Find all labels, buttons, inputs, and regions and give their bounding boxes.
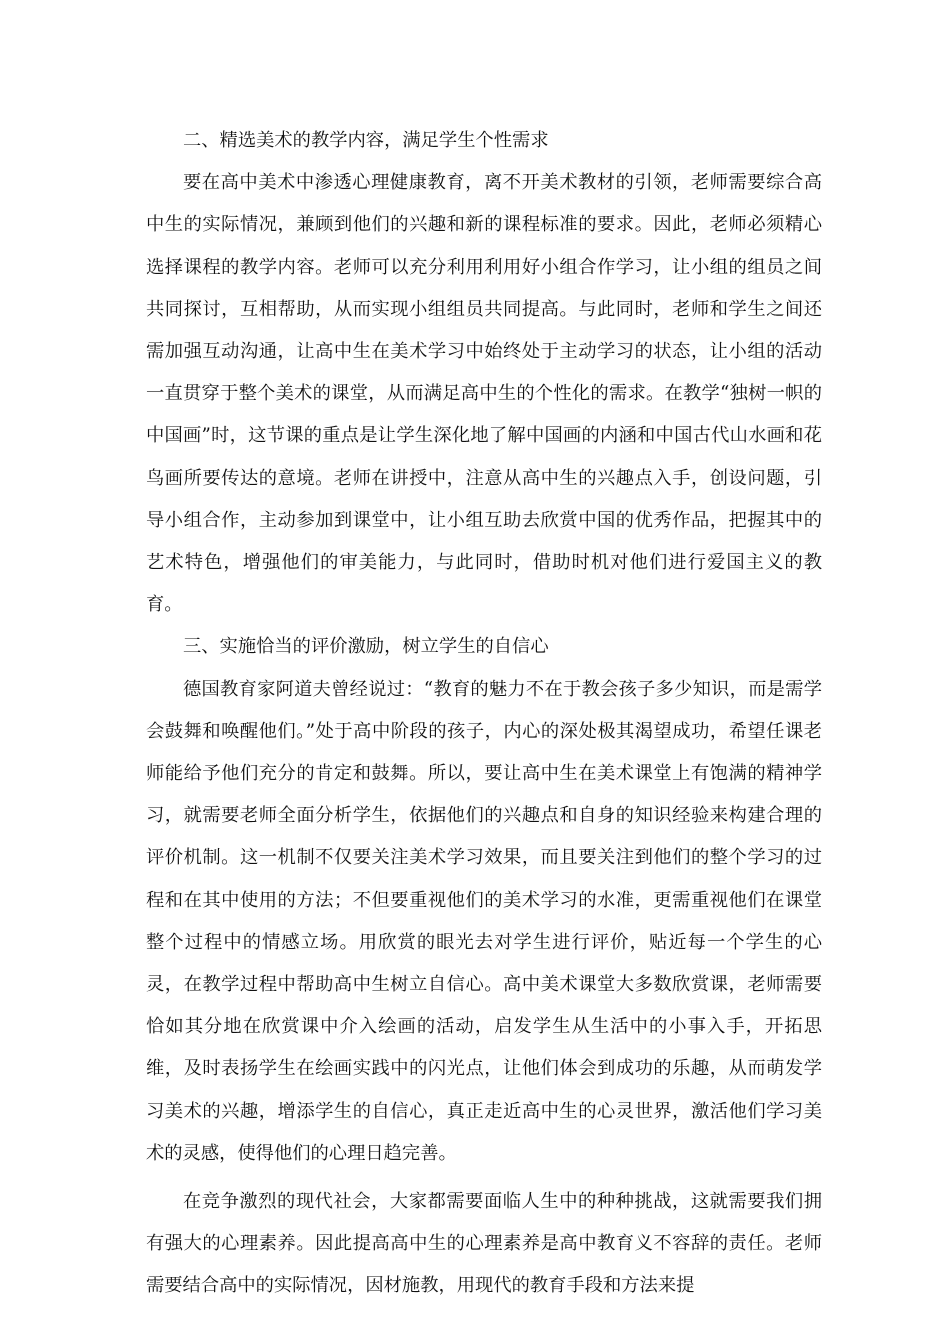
section-heading-3: 三、实施恰当的评价激励，树立学生的自信心 — [183, 636, 549, 658]
section-paragraph-2: 要在高中美术中渗透心理健康教育，离不开美术教材的引领，老师需要综合高中生的实际情况，兼顾到他们的兴趣和新的课程标准的要求。因此，老师必须精心选择课程的教学内容。老师可以充分利用利用好小组合作学习，让小组的组员之间共同探讨，互相帮助，从而实现小组组员共同提高。与此同时，老师和学生之间还需加强互动沟通，让高中生在美术学习中始终处于主动学习的状态，让小组的活动一直贯穿于整个美术的课堂，从而满足高中生的个性化的需求。在教学“独树一帜的中国画”时，这节课的重点是让学生深化地了解中国画的内涵和中国古代山水画和花鸟画所要传达的意境。老师在讲授中，注意从高中生的兴趣点入手，创设问题，引导小组合作，主动参加到课堂中，让小组互助去欣赏中国的优秀作品，把握其中的艺术特色，增强他们的审美能力，与此同时，借助时机对他们进行爱国主义的教育。 — [146, 172, 822, 616]
conclusion-paragraph: 在竞争激烈的现代社会，大家都需要面临人生中的种种挑战，这就需要我们拥有强大的心理素养。因此提高高中生的心理素养是高中教育义不容辞的责任。老师需要结合高中的实际情况，因材施教，用现代的教育手段和方法来提 — [146, 1191, 822, 1297]
document-body — [146, 120, 822, 1308]
section-heading-2: 二、精选美术的教学内容，满足学生个性需求 — [183, 130, 549, 151]
section-paragraph-3: 德国教育家阿道夫曾经说过：“教育的魅力不在于教会孩子多少知识，而是需学会鼓舞和唤醒他们。”处于高中阶段的孩子，内心的深处极其渴望成功，希望任课老师能给予他们充分的肯定和鼓舞。所以，要让高中生在美术课堂上有饱满的精神学习，就需要老师全面分析学生，依据他们的兴趣点和自身的知识经验来构建合理的评价机制。这一机制不仅要关注美术学习效果，而且要关注到他们的整个学习的过程和在其中使用的方法；不但要重视他们的美术学习的水准，更需重视他们在课堂整个过程中的情感立场。用欣赏的眼光去对学生进行评价，贴近每一个学生的心灵，在教学过程中帮助高中生树立自信心。高中美术课堂大多数欣赏课，老师需要恰如其分地在欣赏课中介入绘画的活动，启发学生从生活中的小事入手，开拓思维，及时表扬学生在绘画实践中的闪光点，让他们体会到成功的乐趣，从而萌发学习美术的兴趣，增添学生的自信心，真正走近高中生的心灵世界，激活他们学习美术的灵感，使得他们的心理日趋完善。 — [146, 678, 822, 1164]
